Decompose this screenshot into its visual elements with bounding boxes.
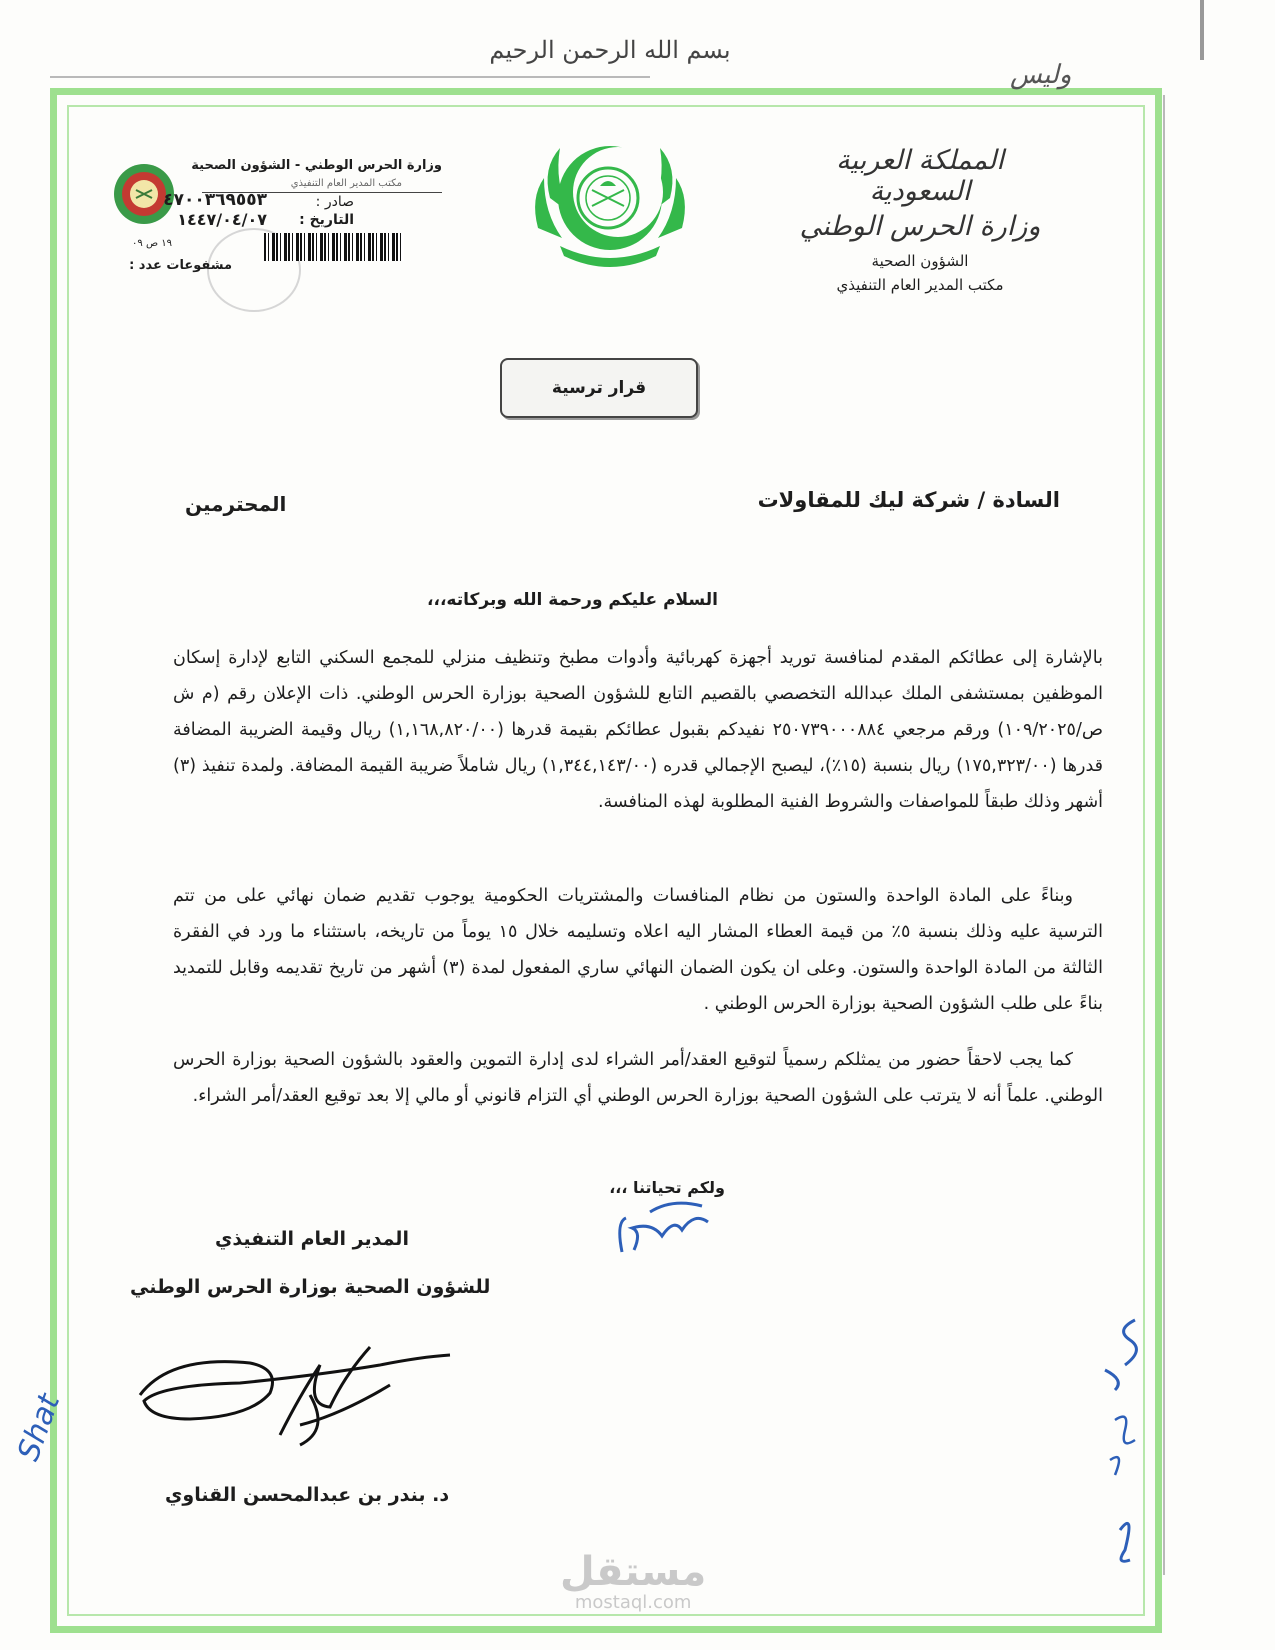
time-value: ١٩ ص ٠٩ bbox=[132, 238, 172, 249]
paragraph-guarantee: وبناءً على المادة الواحدة والستون من نظام المنافسات والمشتريات الحكومية يوجوب تقديم ضمان نهائي على من تتم الترسية عليه وذلك بنسبة ٥٪ من قيمة العطاء المشار اليه اعلاه وتسليمه خلال ١٥ يوماً من تاريخه، باستثناء ما ورد في الفقرة الثالثة من المادة الواحدة والستون. وعلى ان يكون الضمان النهائي ساري المفعول لمدة (٣) أشهر من تاريخ تقديمه وقابل للتمديد بناءً على طلب الشؤون الصحية بوزارة الحرس الوطني . bbox=[173, 886, 1104, 1014]
paragraph-award: بالإشارة إلى عطائكم المقدم لمنافسة توريد أجهزة كهربائية وأدوات مطبخ وتنظيف منزلي للمجمع السكني التابع لإدارة إسكان الموظفين بمستشفى الملك عبدالله التخصصي بالقصيم التابع للشؤون الصحية بوزارة الحرس الوطني. ذات الإعلان رقم (م ش ص/١٠٩/٢٠٢٥) ورقم مرجعي ٢٥٠٧٣٩٠٠٠٨٨٤ نفيدكم بقبول عطائكم بقيمة قدرها (١,١٦٨,٨٢٠/٠٠) ريال وقيمة الضريبة المضافة قدرها (١٧٥,٣٢٣/٠٠) ريال بنسبة (١٥٪)، ليصبح الإجمالي قدره (١,٣٤٤,١٤٣/٠٠) ريال شاملاً ضريبة القيمة المضافة. ولمدة تنفيذ (٣) أشهر وذلك طبقاً للمواصفات والشروط الفنية المطلوبة لهذه المنافسة. bbox=[173, 648, 1103, 812]
handwritten-initials-signature bbox=[612, 1192, 722, 1271]
closing-line: ولكم تحياتنا ،،، bbox=[609, 1178, 725, 1197]
handwritten-corner-note: وليس bbox=[1010, 60, 1072, 90]
handwritten-margin-note-left: Shat bbox=[10, 1389, 68, 1466]
barcode bbox=[264, 233, 404, 261]
office-name: مكتب المدير العام التنفيذي bbox=[836, 276, 1004, 294]
kingdom-name: المملكة العربية السعودية bbox=[836, 145, 1004, 207]
document-title: قرار ترسية bbox=[500, 358, 698, 418]
scan-edge-top bbox=[50, 76, 650, 78]
ministry-name: وزارة الحرس الوطني bbox=[799, 211, 1041, 242]
watermark-arabic: مستقل bbox=[560, 1549, 707, 1595]
handwritten-margin-note-right bbox=[1095, 1310, 1165, 1574]
letterhead-left bbox=[112, 150, 442, 300]
ministry-emblem-logo bbox=[520, 128, 700, 278]
date-value: ١٤٤٧/٠٤/٠٧ bbox=[177, 210, 267, 229]
director-signature bbox=[130, 1335, 460, 1459]
signatory-name: د. بندر بن عبدالمحسن القناوي bbox=[165, 1484, 450, 1506]
letterhead-right bbox=[790, 145, 1050, 294]
paragraph-contract: كما يجب لاحقاً حضور من يمثلكم رسمياً لتوقيع العقد/أمر الشراء لدى إدارة التموين والعقود بالشؤون الصحية بوزارة الحرس الوطني. علماً أنه لا يترتب على الشؤون الصحية بوزارة الحرس الوطني أي التزام قانوني أو مالي إلا بعد توقيع العقد/أمر الشراء. bbox=[173, 1050, 1103, 1106]
issuer-title: وزارة الحرس الوطني - الشؤون الصحية bbox=[191, 158, 442, 173]
director-organization: للشؤون الصحية بوزارة الحرس الوطني bbox=[130, 1276, 491, 1298]
basmala: بسم الله الرحمن الرحيم bbox=[489, 36, 731, 64]
date-label: التاريخ : bbox=[299, 212, 354, 228]
greeting: السلام عليكم ورحمة الله وبركاته،،، bbox=[427, 590, 718, 610]
attachments-label: مشفوعات عدد : bbox=[129, 258, 232, 273]
issued-label: صادر : bbox=[315, 194, 354, 210]
scan-edge-corner bbox=[1200, 0, 1204, 60]
watermark-url: mostaql.com bbox=[574, 1592, 692, 1613]
issuer-subtitle: مكتب المدير العام التنفيذي bbox=[290, 178, 402, 189]
respected-label: المحترمين bbox=[185, 492, 287, 516]
issued-number: ٤٧٠٠٣٦٩٥٥٣ bbox=[163, 190, 267, 210]
department-name: الشؤون الصحية bbox=[871, 252, 969, 270]
addressee: السادة / شركة ليك للمقاولات bbox=[757, 488, 1060, 512]
watermark bbox=[560, 1549, 707, 1613]
director-title: المدير العام التنفيذي bbox=[215, 1228, 409, 1250]
